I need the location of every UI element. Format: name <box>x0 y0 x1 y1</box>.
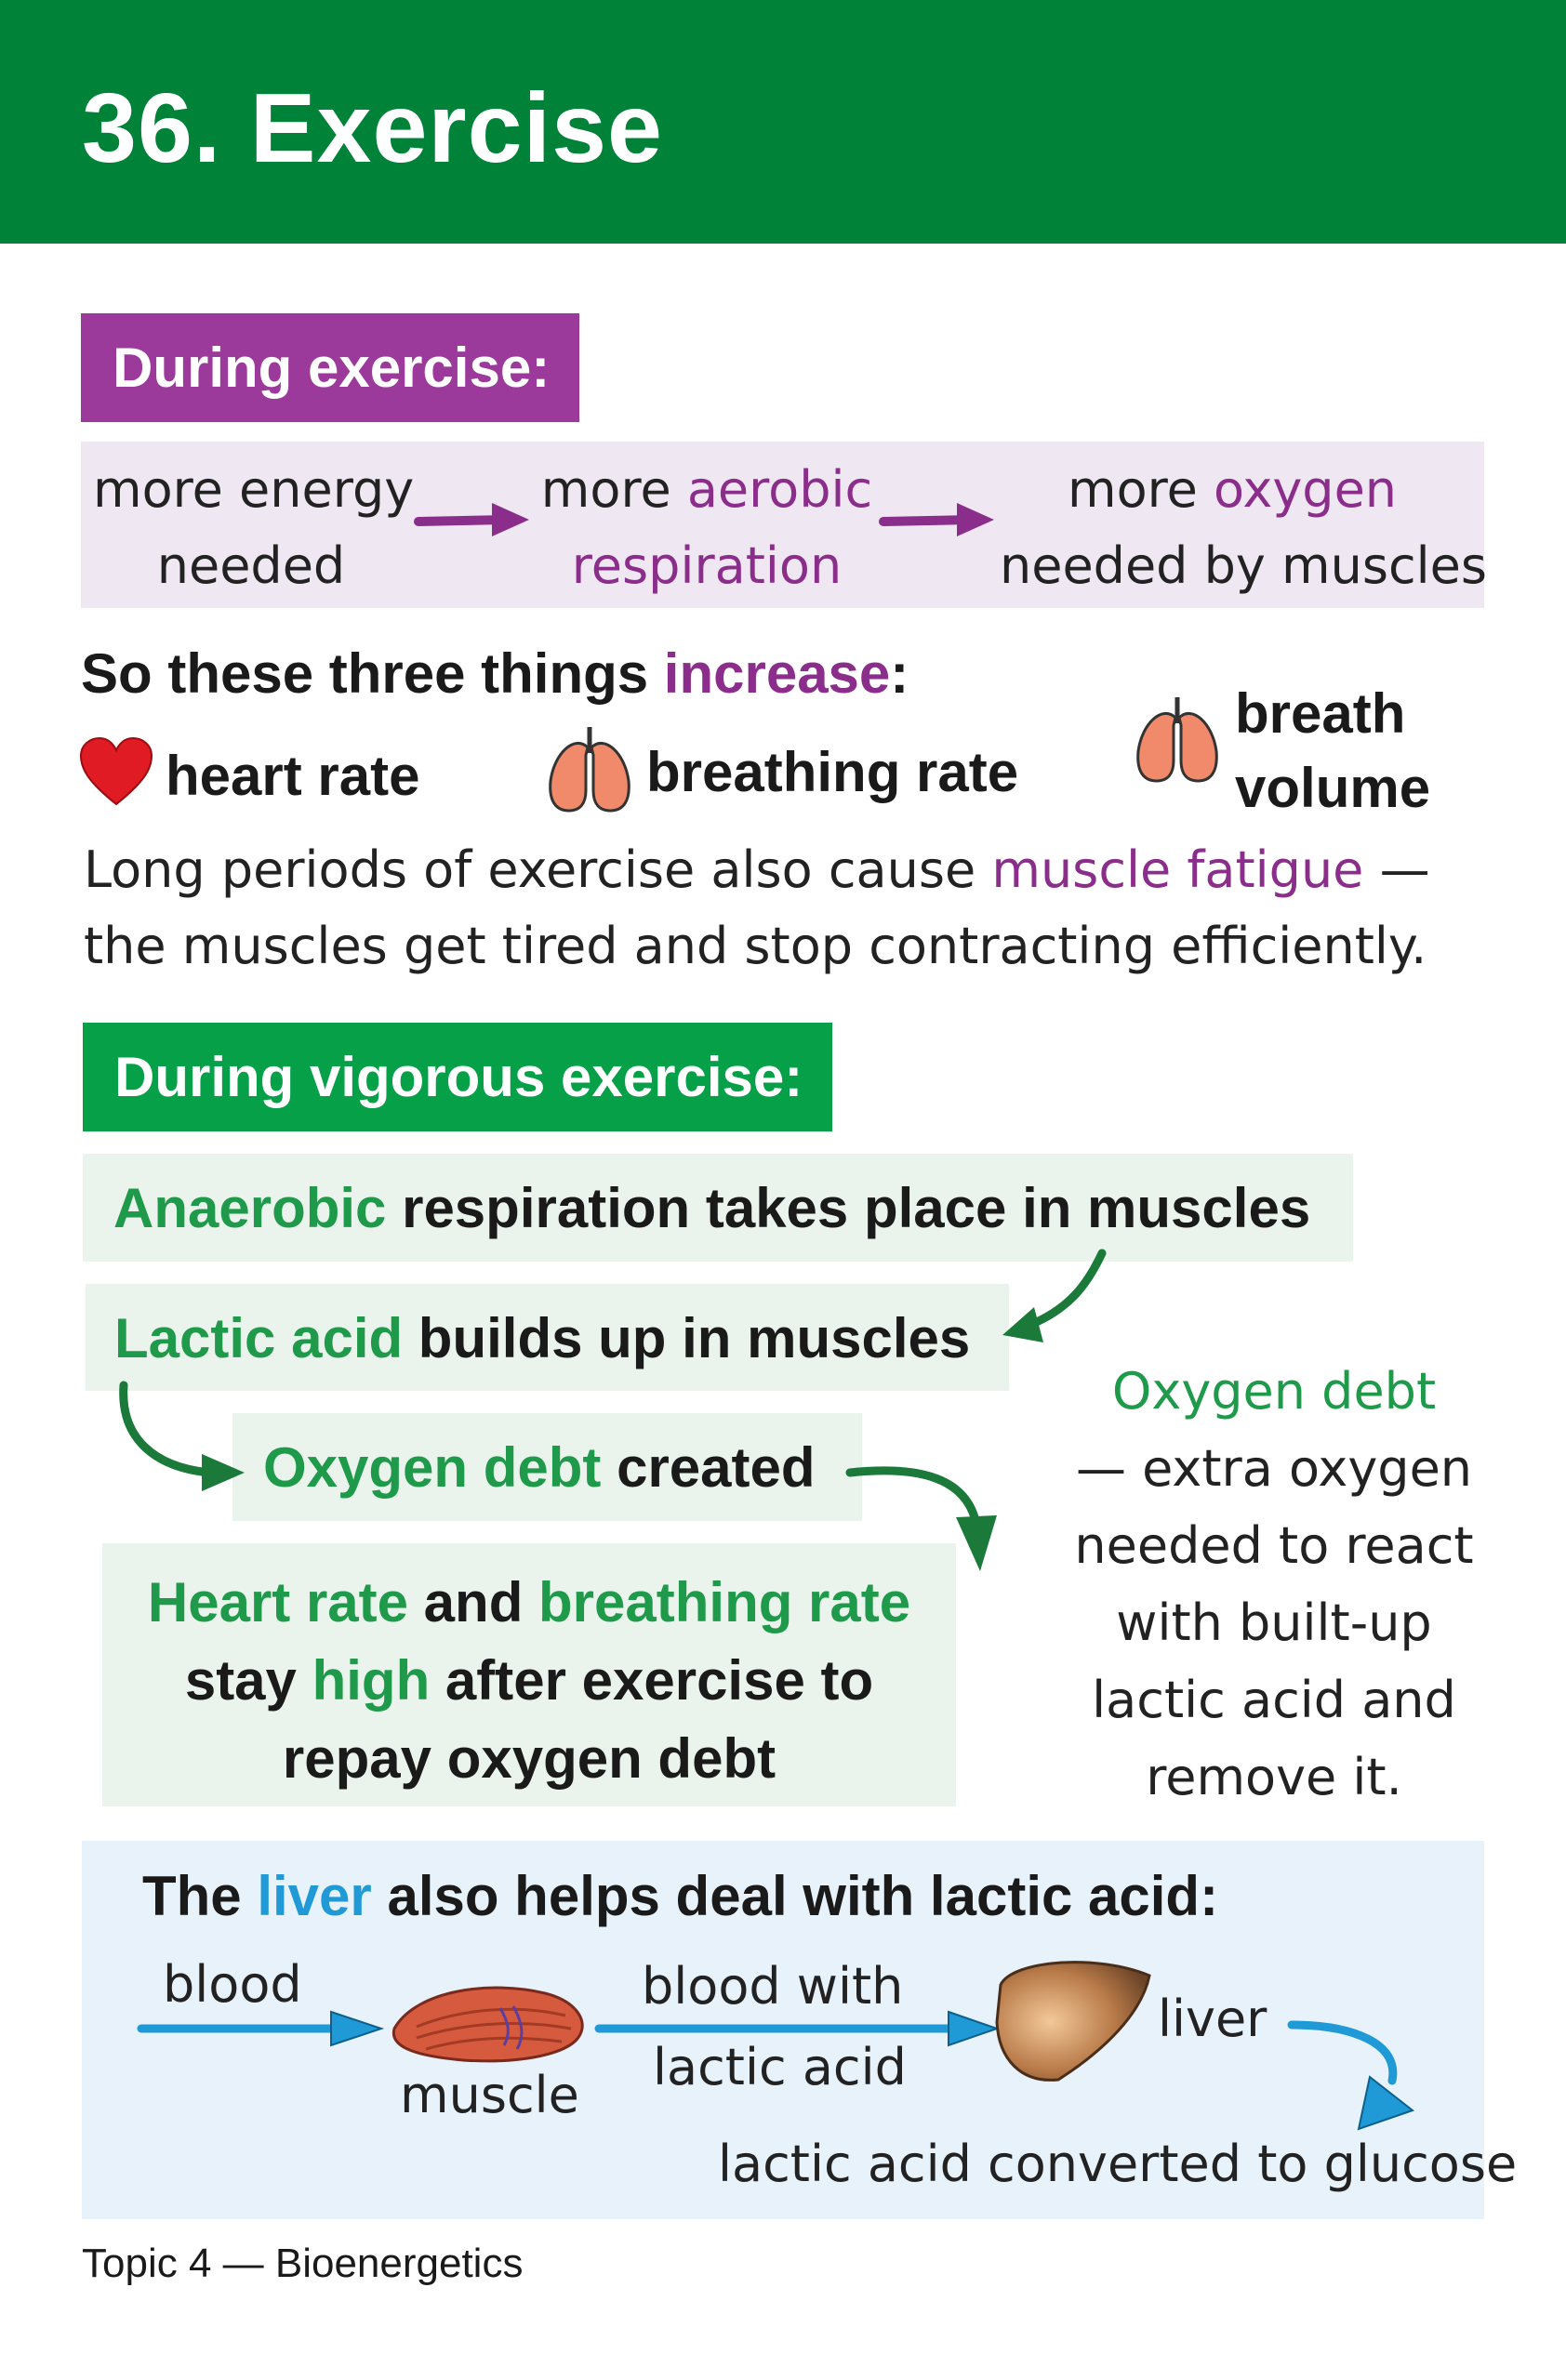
heart-icon <box>79 737 153 807</box>
oxygen-debt-definition: Oxygen debt — extra oxygen needed to react with built-up lactic acid and remove it. <box>1074 1362 1474 1806</box>
muscle-fatigue-note: Long periods of exercise also cause muscle fatigue — the muscles get tired and stop contracting efficiently. <box>84 840 1430 975</box>
step-anaerobic-text: Anaerobic respiration takes place in muscles <box>113 1177 1311 1239</box>
flow-step-oxygen: more oxygen needed by muscles <box>1000 460 1488 595</box>
footer-topic: Topic 4 — Bioenergetics <box>82 2241 524 2286</box>
section-label-vigorous-exercise: During vigorous exercise: <box>83 1023 832 1131</box>
increase-item-breath-volume: breath volume <box>1235 682 1431 819</box>
increase-item-heart-rate: heart rate <box>166 745 420 807</box>
step-repay-text: Heart rate and breathing rate stay high after exercise to repay oxygen debt <box>147 1571 911 1790</box>
increase-item-breathing-rate: breathing rate <box>646 741 1019 803</box>
label-lactic-acid: lactic acid <box>653 2038 907 2096</box>
label-blood: blood <box>163 1955 302 2014</box>
label-liver: liver <box>1158 1990 1267 2048</box>
liver-heading: The liver also helps deal with lactic acid: <box>142 1865 1219 1927</box>
green-arrow-icon <box>107 1382 256 1502</box>
page-title: 36. Exercise <box>82 73 663 183</box>
liver-icon <box>993 1957 1156 2087</box>
flow-step-aerobic: more aerobic respiration <box>540 460 873 595</box>
step-oxygen-debt-text: Oxygen debt created <box>263 1436 816 1499</box>
label-muscle: muscle <box>400 2066 579 2124</box>
step-lactic-text: Lactic acid builds up in muscles <box>114 1307 971 1369</box>
flow-arrow-icon <box>414 497 535 544</box>
lungs-icon <box>547 725 632 814</box>
green-arrow-icon <box>846 1460 1004 1580</box>
label-blood-with: blood with <box>642 1957 904 2016</box>
green-arrow-icon <box>986 1246 1116 1357</box>
label-converted-glucose: lactic acid converted to glucose <box>718 2135 1518 2193</box>
blue-arrow-icon <box>138 2006 389 2053</box>
section-label-during-exercise: During exercise: <box>81 313 579 422</box>
blue-arrow-icon <box>1288 2006 1427 2136</box>
muscle-icon <box>389 1971 593 2073</box>
flow-step-energy: more energy needed <box>93 460 415 595</box>
increase-heading: So these three things increase: <box>81 642 909 705</box>
lungs-icon <box>1135 695 1220 785</box>
flow-arrow-icon <box>879 497 1000 544</box>
